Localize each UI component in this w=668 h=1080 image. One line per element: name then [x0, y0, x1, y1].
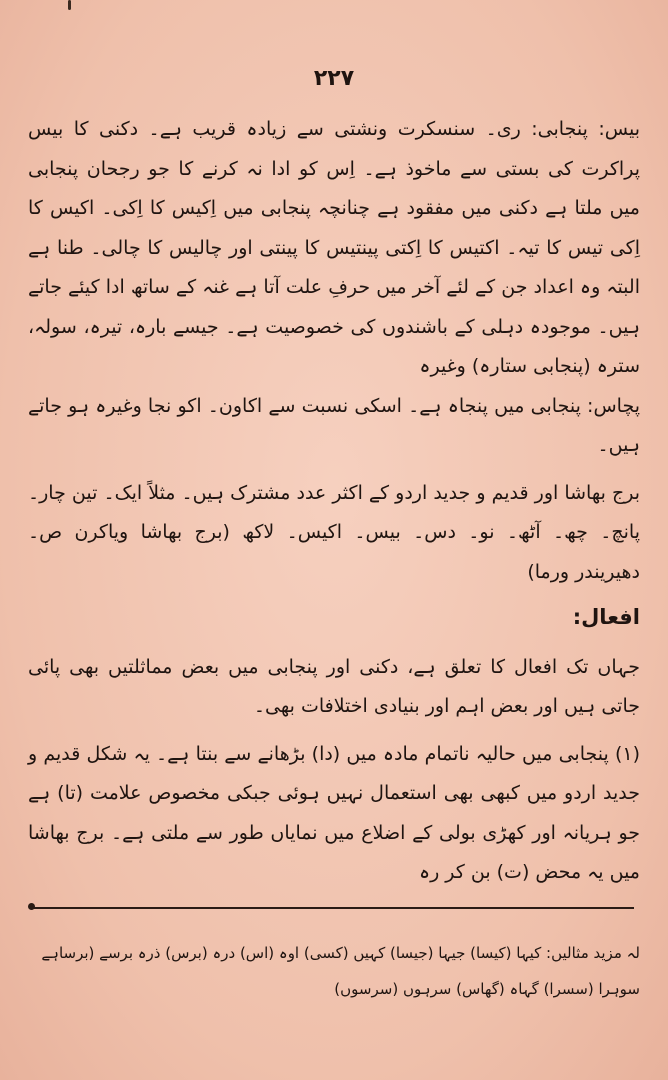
paragraph-afaal-intro: جہاں تک افعال کا تعلق ہے، دکنی اور پنجابی میں بعض مماثلتیں بھی پائی جاتی ہیں اور بعض اہم اور بنیادی اختلافات بھی۔: [28, 655, 640, 717]
footnote-line: سوہرا (سسرا) گہاہ (گھاس) سرہوں (سرسوں): [334, 980, 640, 998]
section-heading-afaal: افعال:: [572, 605, 640, 629]
footnotes: [28, 935, 640, 1007]
paragraph-bees: بیس: پنجابی: ری۔ سنسکرت ونشتی سے زیادہ قریب ہے۔ دکنی کا بیس پراکرت کی بستی سے ماخوذ ہے۔ اِس کو ادا نہ کرنے کا جو رجحان پنجابی میں ملتا ہے دکنی میں مفقود ہے چنانچہ پنجابی میں اِکیس کا اِکی۔ اکیس کا اِکی تیس کا تیہ۔ اکتیس کا اِکتی پینتیس کا پینتی اور چالیس کا چالی۔ طنا ہے البتہ وہ اعداد جن کے لئے آخر میں حرفِ علت آتا ہے غنہ کے ساتھ ادا کیئے جاتے ہیں۔ موجودہ دہلی کے باشندوں کی خصوصیت ہے۔ جیسے بارہ، تیرہ، سولہ، سترہ (پنجابی ستارہ) وغیرہ: [28, 118, 640, 377]
page-number: ۲۲۷: [313, 66, 355, 91]
paragraph-pachas: پچاس: پنجابی میں پنجاہ ہے۔ اسکی نسبت سے اکاون۔ اکو نجا وغیرہ ہو جاتے ہیں۔: [28, 394, 640, 456]
footnote-divider: [34, 907, 634, 909]
footnote-line: لہ مزید مثالیں: کیہا (کیسا) جیہا (جیسا) کہیں (کسی) اوہ (اس) درہ (برس) ذرہ برسے (برساہے: [41, 944, 640, 962]
main-text: [28, 110, 640, 893]
paragraph-haliya: (۱) پنجابی میں حالیہ ناتمام مادہ میں (دا) بڑھانے سے بنتا ہے۔ یہ شکل قدیم و جدید اردو میں کبھی بھی استعمال نہیں ہوئی جبکی مخصوص علامت (تا) ہے جو ہریانہ اور کھڑی بولی کے اضلاع میں نمایاں طور سے ملتی ہے۔ برج بھاشا میں یہ محض (ت) بن کر رہ: [28, 742, 640, 883]
paragraph-braj-bhasha: برج بھاشا اور قدیم و جدید اردو کے اکثر عدد مشترک ہیں۔ مثلاً ایک۔ تین چار۔ پانچ۔ چھ۔ آٹھ۔ نو۔ دس۔ بیس۔ اکیس۔ لاکھ (برج بھاشا ویاکرن ص۔ دھیریندر ورما): [28, 481, 640, 583]
ink-speck: [68, 0, 71, 10]
